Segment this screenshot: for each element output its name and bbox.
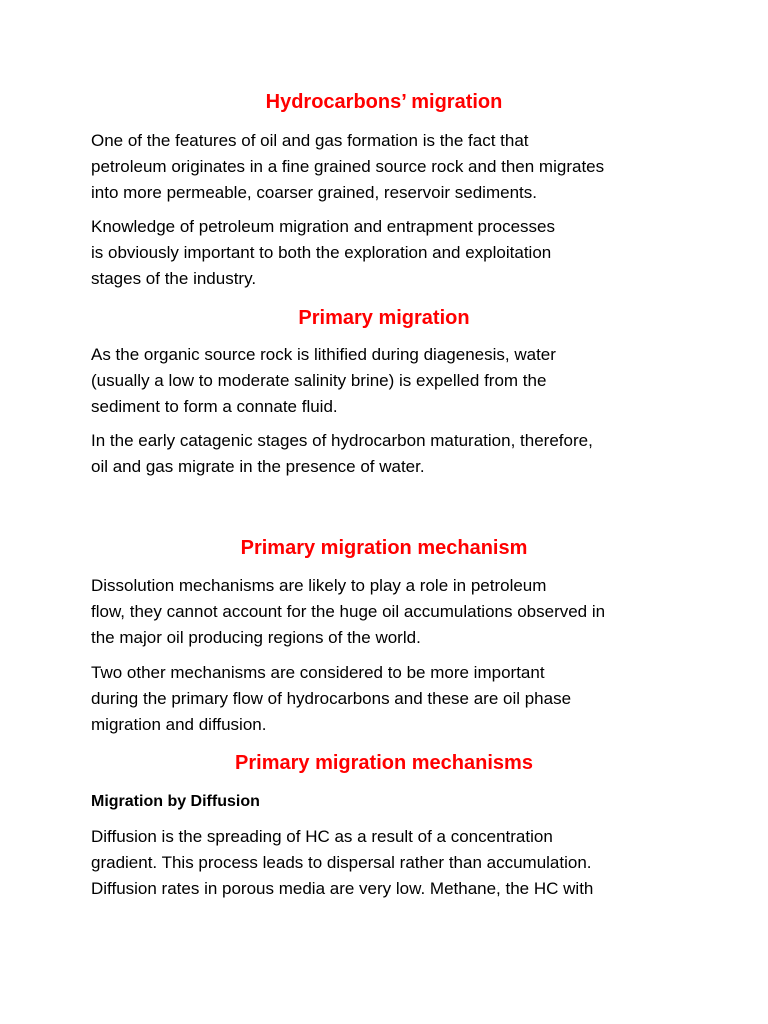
- paragraph-dissolution-mechanisms: [91, 573, 691, 651]
- paragraph-diffusion: [91, 824, 691, 902]
- section-heading-primary-migration-mechanism: Primary migration mechanism: [240, 537, 528, 559]
- section-heading-hydrocarbons-migration: Hydrocarbons’ migration: [265, 91, 503, 113]
- text-line: into more permeable, coarser grained, reservoir sediments.: [91, 183, 537, 202]
- text-line: Diffusion rates in porous media are very low. Methane, the HC with: [91, 879, 594, 898]
- paragraph-knowledge-migration: [91, 214, 691, 292]
- text-line: migration and diffusion.: [91, 715, 267, 734]
- text-line: petroleum originates in a fine grained source rock and then migrates: [91, 157, 605, 176]
- text-line: sediment to form a connate fluid.: [91, 397, 338, 416]
- section-heading-primary-migration: Primary migration: [298, 307, 470, 329]
- text-line: stages of the industry.: [91, 269, 257, 288]
- paragraph-catagenic-stages: [91, 428, 691, 480]
- text-line: during the primary flow of hydrocarbons and these are oil phase: [91, 689, 572, 708]
- text-line: Knowledge of petroleum migration and entrapment processes: [91, 217, 555, 236]
- text-line: One of the features of oil and gas formation is the fact that: [91, 131, 529, 150]
- text-line: Diffusion is the spreading of HC as a result of a concentration: [91, 827, 553, 846]
- subheading-migration-by-diffusion: Migration by Diffusion: [91, 793, 260, 810]
- text-line: Two other mechanisms are considered to be more important: [91, 663, 545, 682]
- text-line: oil and gas migrate in the presence of water.: [91, 457, 425, 476]
- text-line: In the early catagenic stages of hydrocarbon maturation, therefore,: [91, 431, 593, 450]
- section-heading-primary-migration-mechanisms: Primary migration mechanisms: [235, 752, 533, 774]
- paragraph-two-other-mechanisms: [91, 660, 691, 738]
- text-line: (usually a low to moderate salinity brine) is expelled from the: [91, 371, 547, 390]
- text-line: Dissolution mechanisms are likely to play a role in petroleum: [91, 576, 547, 595]
- paragraph-oil-gas-formation: [91, 128, 691, 206]
- paragraph-source-rock-lithified: [91, 342, 691, 420]
- text-line: gradient. This process leads to dispersal rather than accumulation.: [91, 853, 592, 872]
- text-line: As the organic source rock is lithified during diagenesis, water: [91, 345, 556, 364]
- text-line: is obviously important to both the exploration and exploitation: [91, 243, 552, 262]
- text-line: flow, they cannot account for the huge oil accumulations observed in: [91, 602, 606, 621]
- text-line: the major oil producing regions of the world.: [91, 628, 421, 647]
